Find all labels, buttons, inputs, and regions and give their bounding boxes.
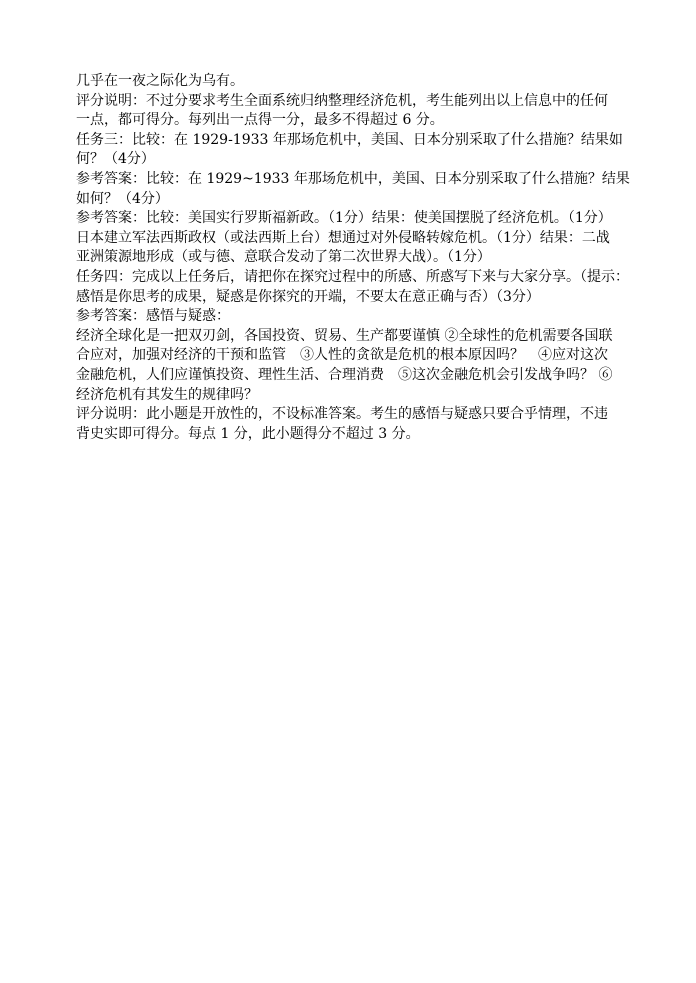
text-line: 任务三：比较：在 1929-1933 年那场危机中，美国、日本分别采取了什么措施？结果如 bbox=[76, 131, 623, 148]
document-body bbox=[76, 72, 636, 444]
text-line: 合应对，加强对经济的干预和监管 ③人性的贪欲是危机的根本原因吗？ ④应对这次 bbox=[76, 347, 608, 364]
text-line: 评分说明：不过分要求考生全面系统归纳整理经济危机，考生能列出以上信息中的任何 bbox=[76, 92, 608, 109]
text-line: 金融危机，人们应谨慎投资、理性生活、合理消费 ⑤这次金融危机会引发战争吗？ ⑥ bbox=[76, 366, 613, 383]
text-line: 参考答案：比较：美国实行罗斯福新政。（1分）结果：使美国摆脱了经济危机。（1分） bbox=[76, 210, 612, 227]
text-line: 日本建立军法西斯政权（或法西斯上台）想通过对外侵略转嫁危机。（1分）结果：二战 bbox=[76, 229, 610, 246]
text-line: 参考答案：感悟与疑惑： bbox=[76, 308, 230, 325]
text-line: 评分说明：此小题是开放性的，不设标准答案。考生的感悟与疑惑只要合乎情理，不违 bbox=[76, 406, 608, 423]
text-line: 感悟是你思考的成果，疑惑是你探究的开端，不要太在意正确与否）（3分） bbox=[76, 288, 540, 305]
text-line: 背史实即可得分。每点 1 分，此小题得分不超过 3 分。 bbox=[76, 425, 420, 442]
text-line: 任务四：完成以上任务后，请把你在探究过程中的所感、所惑写下来与大家分享。（提示： bbox=[76, 268, 629, 285]
text-line: 亚洲策源地形成（或与德、意联合发动了第二次世界大战）。（1分） bbox=[76, 249, 491, 266]
text-line: 经济危机有其发生的规律吗？ bbox=[76, 386, 258, 403]
text-line: 参考答案：比较：在 1929~1933 年那场危机中，美国、日本分别采取了什么措施？结果 bbox=[76, 170, 630, 187]
text-line: 几乎在一夜之际化为乌有。 bbox=[76, 73, 244, 89]
text-line: 如何？（4分） bbox=[76, 190, 169, 207]
text-line: 经济全球化是一把双刃剑，各国投资、贸易、生产都要谨慎 ②全球性的危机需要各国联 bbox=[76, 327, 613, 344]
text-line: 何？（4分） bbox=[76, 151, 155, 168]
text-line: 一点，都可得分。每列出一点得一分，最多不得超过 6 分。 bbox=[76, 112, 444, 129]
